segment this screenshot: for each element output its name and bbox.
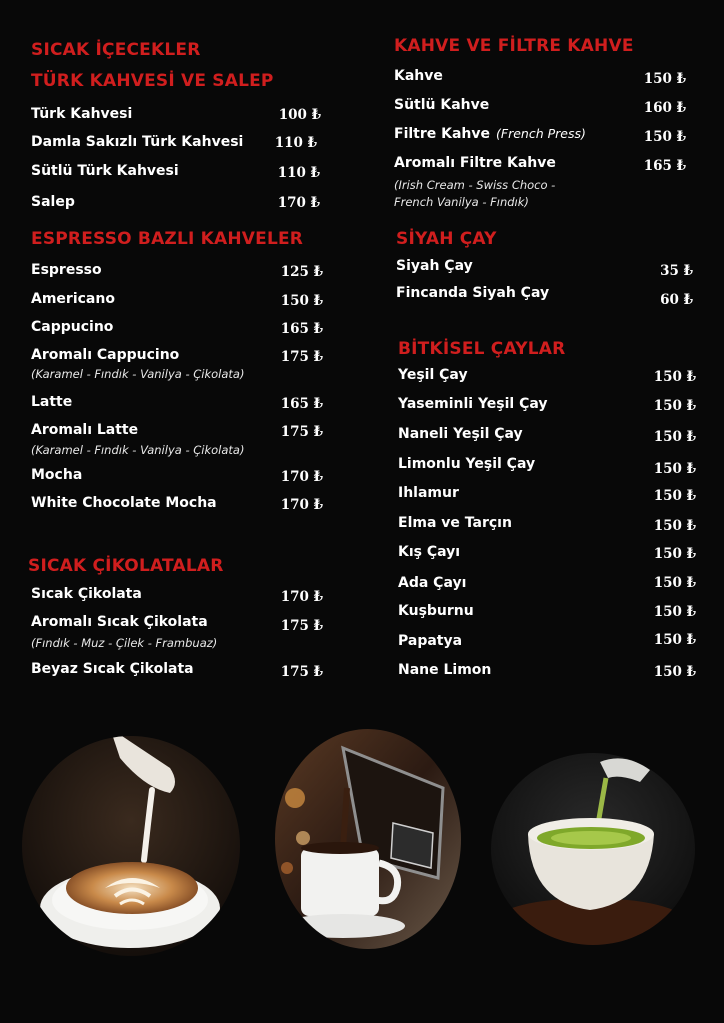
menu-item-price: 150 ₺	[653, 546, 696, 562]
menu-item-inline-note: (French Press)	[496, 126, 586, 141]
menu-item-name: Kahve	[394, 68, 443, 84]
menu-item-name: Sütlü Kahve	[394, 97, 490, 113]
menu-item-price: 150 ₺	[643, 129, 686, 145]
menu-item-name: Naneli Yeşil Çay	[398, 426, 523, 442]
menu-item-name: Latte	[31, 394, 73, 410]
menu-item-price: 150 ₺	[653, 398, 696, 414]
menu-item-name: Ihlamur	[398, 485, 459, 501]
menu-item-name: Türk Kahvesi	[31, 106, 133, 122]
menu-item-name: Yaseminli Yeşil Çay	[398, 396, 548, 412]
menu-item-name: Yeşil Çay	[398, 367, 468, 383]
menu-item-price: 100 ₺	[278, 107, 321, 123]
menu-item-price: 150 ₺	[653, 488, 696, 504]
menu-item-price: 60 ₺	[660, 292, 693, 308]
menu-item-name: Cappucino	[31, 319, 114, 335]
menu-item-price: 150 ₺	[653, 632, 696, 648]
menu-item-name: Papatya	[398, 633, 463, 649]
menu-item-price: 165 ₺	[280, 321, 323, 337]
menu-item-name: Filtre Kahve (French Press)	[394, 126, 586, 142]
menu-item-note: (Fındık - Muz - Çilek - Frambuaz)	[31, 636, 218, 650]
menu-item-price: 150 ₺	[653, 429, 696, 445]
menu-item-price: 170 ₺	[280, 469, 323, 485]
menu-item-name: Sütlü Türk Kahvesi	[31, 163, 179, 179]
menu-item-name: Fincanda Siyah Çay	[396, 285, 550, 301]
menu-item-note: French Vanilya - Fındık)	[394, 195, 529, 209]
menu-item-name: Sıcak Çikolata	[31, 586, 142, 602]
menu-item-price: 175 ₺	[280, 618, 323, 634]
section-heading-espresso: ESPRESSO BAZLI KAHVELER	[31, 229, 304, 249]
menu-item-price: 150 ₺	[653, 369, 696, 385]
menu-item-note: (Irish Cream - Swiss Choco -	[394, 178, 556, 192]
menu-item-price: 150 ₺	[280, 293, 323, 309]
section-heading-kahve-filtre: KAHVE VE FİLTRE KAHVE	[394, 36, 634, 56]
menu-item-name: Siyah Çay	[396, 258, 473, 274]
menu-item-name: Espresso	[31, 262, 102, 278]
menu-item-price: 160 ₺	[643, 100, 686, 116]
menu-item-price: 175 ₺	[280, 424, 323, 440]
menu-item-name: Aromalı Filtre Kahve	[394, 155, 556, 171]
menu-item-price: 110 ₺	[277, 165, 320, 181]
menu-item-name: Kış Çayı	[398, 544, 461, 560]
menu-item-name: Aromalı Sıcak Çikolata	[31, 614, 208, 630]
menu-item-price: 165 ₺	[280, 396, 323, 412]
menu-item-name: Beyaz Sıcak Çikolata	[31, 661, 194, 677]
french-press-coffee-photo	[273, 728, 463, 950]
menu-item-name: Elma ve Tarçın	[398, 515, 512, 531]
menu-item-name: Nane Limon	[398, 662, 492, 678]
menu-item-price: 125 ₺	[280, 264, 323, 280]
menu-item-price: 150 ₺	[653, 664, 696, 680]
menu-item-name: Ada Çayı	[398, 575, 467, 591]
menu-item-price: 170 ₺	[280, 497, 323, 513]
menu-item-note: (Karamel - Fındık - Vanilya - Çikolata)	[31, 443, 245, 457]
menu-item-price: 150 ₺	[653, 461, 696, 477]
menu-item-price: 170 ₺	[280, 589, 323, 605]
menu-item-name: Aromalı Latte	[31, 422, 139, 438]
menu-item-price: 150 ₺	[653, 518, 696, 534]
menu-item-price: 110 ₺	[274, 135, 317, 151]
menu-item-name: Limonlu Yeşil Çay	[398, 456, 536, 472]
menu-item-name: Kuşburnu	[398, 603, 474, 619]
section-heading-siyah-cay: SİYAH ÇAY	[396, 229, 497, 249]
section-heading-sicak-cikolatalar: SICAK ÇİKOLATALAR	[28, 556, 224, 576]
menu-item-price: 170 ₺	[277, 195, 320, 211]
menu-item-price: 165 ₺	[643, 158, 686, 174]
section-subheading-turk-kahvesi-salep: TÜRK KAHVESİ VE SALEP	[31, 71, 274, 91]
green-tea-pour-photo	[490, 752, 696, 946]
menu-item-price: 150 ₺	[653, 604, 696, 620]
menu-item-name: Mocha	[31, 467, 83, 483]
menu-item-price: 175 ₺	[280, 349, 323, 365]
section-heading-sicak-icecekler: SICAK İÇECEKLER	[31, 40, 201, 60]
menu-item-price: 35 ₺	[660, 263, 693, 279]
menu-item-name: Aromalı Cappucino	[31, 347, 180, 363]
menu-item-note: (Karamel - Fındık - Vanilya - Çikolata)	[31, 367, 245, 381]
menu-item-price: 150 ₺	[643, 71, 686, 87]
menu-item-name: Americano	[31, 291, 115, 307]
menu-item-name: White Chocolate Mocha	[31, 495, 217, 511]
latte-art-photo	[20, 728, 242, 960]
menu-item-name: Salep	[31, 194, 75, 210]
menu-item-price: 175 ₺	[280, 664, 323, 680]
menu-item-price: 150 ₺	[653, 575, 696, 591]
menu-item-name: Damla Sakızlı Türk Kahvesi	[31, 134, 244, 150]
section-heading-bitkisel-caylar: BİTKİSEL ÇAYLAR	[398, 339, 566, 359]
